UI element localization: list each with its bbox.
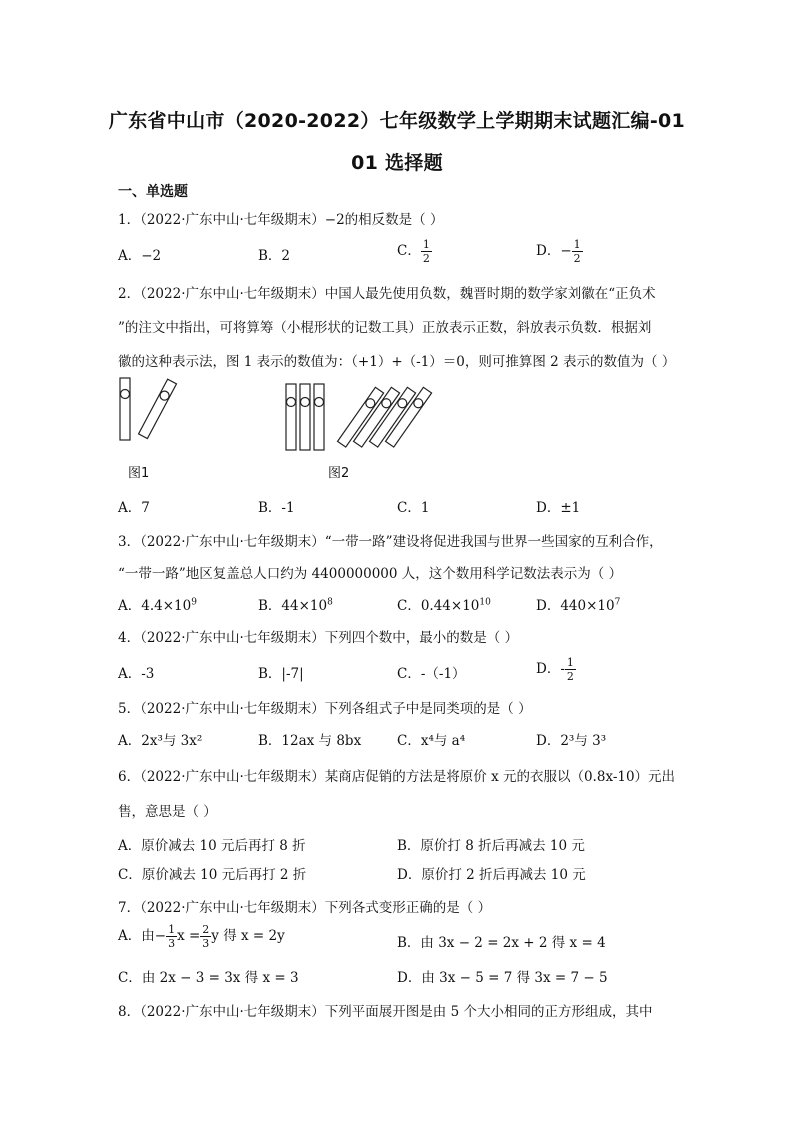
question-4: 4．（2022·广东中山·七年级期末）下列四个数中，最小的数是（ ） xyxy=(118,630,519,646)
q5-option-a: A．2x³与 3x² xyxy=(118,733,203,749)
q1-option-a: A．−2 xyxy=(118,248,162,264)
q3-option-b xyxy=(258,594,333,614)
figure-1-label: 图1 xyxy=(128,466,150,481)
question-3-line-1: 3．（2022·广东中山·七年级期末）“一带一路”建设将促进我国与世界一些国家的互利合作， xyxy=(118,534,663,550)
question-8: 8．（2022·广东中山·七年级期末）下列平面展开图是由 5 个大小相同的正方形组成，其中 xyxy=(118,1004,653,1020)
q3-option-c-base: C．0.44×10 xyxy=(397,598,480,614)
q3-option-c xyxy=(397,594,491,614)
fig1-upright-rod-circle xyxy=(121,390,130,399)
fig2-upright-rod-2-circle xyxy=(301,398,310,407)
q4-option-d xyxy=(536,656,576,683)
fraction-denominator: 2 xyxy=(566,670,574,683)
question-2-line-1: 2．（2022·广东中山·七年级期末）中国人最先使用负数，魏晋时期的数学家刘徽在“正负术 xyxy=(118,286,656,302)
q4-option-c: C．-（-1） xyxy=(397,666,466,682)
fraction-denominator: 3 xyxy=(168,937,176,950)
q1-option-d-fraction xyxy=(572,238,583,265)
figure-2-label: 图2 xyxy=(328,466,350,481)
q3-option-d-exp: 7 xyxy=(614,597,621,608)
question-3-line-2: “一带一路”地区复盖总人口约为 4400000000 人，这个数用科学记数法表示为（ ） xyxy=(118,566,623,582)
q1-option-c xyxy=(397,238,432,265)
q7-option-b: B．由 3x − 2 = 2x + 2 得 x = 4 xyxy=(397,935,606,951)
q7-option-a-label: A．由− xyxy=(118,928,167,944)
q1-option-b: B．2 xyxy=(258,248,291,264)
q4-option-a: A．-3 xyxy=(118,666,155,682)
q3-option-a-base: A．4.4×10 xyxy=(118,598,192,614)
title-line-2: 01 选择题 xyxy=(351,152,443,174)
q1-option-c-label: C． xyxy=(397,243,421,259)
fig2-slanted-rod-4 xyxy=(386,387,432,447)
q2-option-b: B．-1 xyxy=(258,500,295,516)
question-1: 1．（2022·广东中山·七年级期末）−2的相反数是（ ） xyxy=(118,212,444,228)
q7-option-a-fraction-1 xyxy=(166,923,177,950)
fig1-upright-rod xyxy=(120,378,130,440)
fig2-upright-rod-3 xyxy=(314,384,324,450)
q6-option-c: C．原价减去 10 元后再打 2 折 xyxy=(118,867,307,883)
q7-option-a xyxy=(118,923,285,950)
q7-option-a-end: y 得 x = 2y xyxy=(211,928,285,944)
title-line-1: 广东省中山市（2020-2022）七年级数学上学期期末试题汇编-01 xyxy=(108,110,686,132)
fraction-denominator: 2 xyxy=(573,252,581,265)
question-5: 5．（2022·广东中山·七年级期末）下列各组式子中是同类项的是（ ） xyxy=(118,701,532,717)
fig2-upright-rod-1-circle xyxy=(287,398,296,407)
question-6-line-1: 6．（2022·广东中山·七年级期末）某商店促销的方法是将原价 x 元的衣服以（0.8x-10）元出 xyxy=(118,769,676,785)
question-7: 7．（2022·广东中山·七年级期末）下列各式变形正确的是（ ） xyxy=(118,900,492,916)
q6-option-b: B．原价打 8 折后再减去 10 元 xyxy=(397,838,585,854)
fraction-numerator: 2 xyxy=(202,923,210,936)
question-2-line-3: 徽的这种表示法，图 1 表示的数值为：（+1）+（-1）＝0，则可推算图 2 表示的数值为（ ） xyxy=(118,354,676,370)
q7-option-c: C．由 2x − 3 = 3x 得 x = 3 xyxy=(118,970,299,986)
q3-option-a xyxy=(118,594,197,614)
q4-option-d-label: D．- xyxy=(536,661,565,677)
fig2-upright-rod-3-circle xyxy=(315,398,324,407)
fraction-numerator: 1 xyxy=(422,238,430,251)
fraction-numerator: 1 xyxy=(573,238,581,251)
q5-option-d: D．2³与 3³ xyxy=(536,733,607,749)
q3-option-c-exp: 10 xyxy=(479,597,491,608)
fig1-slanted-rod xyxy=(139,379,177,438)
q7-option-d: D．由 3x − 5 = 7 得 3x = 7 − 5 xyxy=(397,970,608,986)
q1-option-d-label: D．− xyxy=(536,243,572,259)
q1-option-c-fraction xyxy=(421,238,432,265)
fig2-slanted-rod-3 xyxy=(370,387,416,447)
fig2-slanted-rod-1 xyxy=(338,387,384,447)
section-heading: 一、单选题 xyxy=(118,184,188,200)
q2-option-d: D．±1 xyxy=(536,500,581,516)
counting-rods-figure xyxy=(110,372,450,460)
q3-option-b-base: B．44×10 xyxy=(258,598,328,614)
question-6-line-2: 售，意思是（ ） xyxy=(118,804,217,820)
fraction-denominator: 2 xyxy=(422,252,430,265)
q3-option-d xyxy=(536,594,620,614)
fig2-slanted-rod-2 xyxy=(354,387,400,447)
q4-option-d-fraction xyxy=(565,656,576,683)
question-2-line-2: ”的注文中指出，可将算筹（小棍形状的记数工具）正放表示正数，斜放表示负数．根据刘 xyxy=(118,320,652,336)
fraction-numerator: 1 xyxy=(168,923,176,936)
q1-option-d xyxy=(536,238,583,265)
q6-option-a: A．原价减去 10 元后再打 8 折 xyxy=(118,838,306,854)
fraction-denominator: 3 xyxy=(202,937,210,950)
q2-option-c: C．1 xyxy=(397,500,430,516)
q5-option-c: C．x⁴与 a⁴ xyxy=(397,733,466,749)
q2-option-a: A．7 xyxy=(118,500,150,516)
q7-option-a-fraction-2 xyxy=(200,923,211,950)
q4-option-b: B．|-7| xyxy=(258,666,304,682)
q3-option-a-exp: 9 xyxy=(191,597,197,608)
fraction-numerator: 1 xyxy=(566,656,574,669)
fig2-upright-rod-1 xyxy=(286,384,296,450)
q3-option-d-base: D．440×10 xyxy=(536,598,615,614)
q3-option-b-exp: 8 xyxy=(327,597,333,608)
q6-option-d: D．原价打 2 折后再减去 10 元 xyxy=(397,867,586,883)
fig2-upright-rod-2 xyxy=(300,384,310,450)
q5-option-b: B．12ax 与 8bx xyxy=(258,733,362,749)
q7-option-a-middle: x = xyxy=(177,928,201,944)
